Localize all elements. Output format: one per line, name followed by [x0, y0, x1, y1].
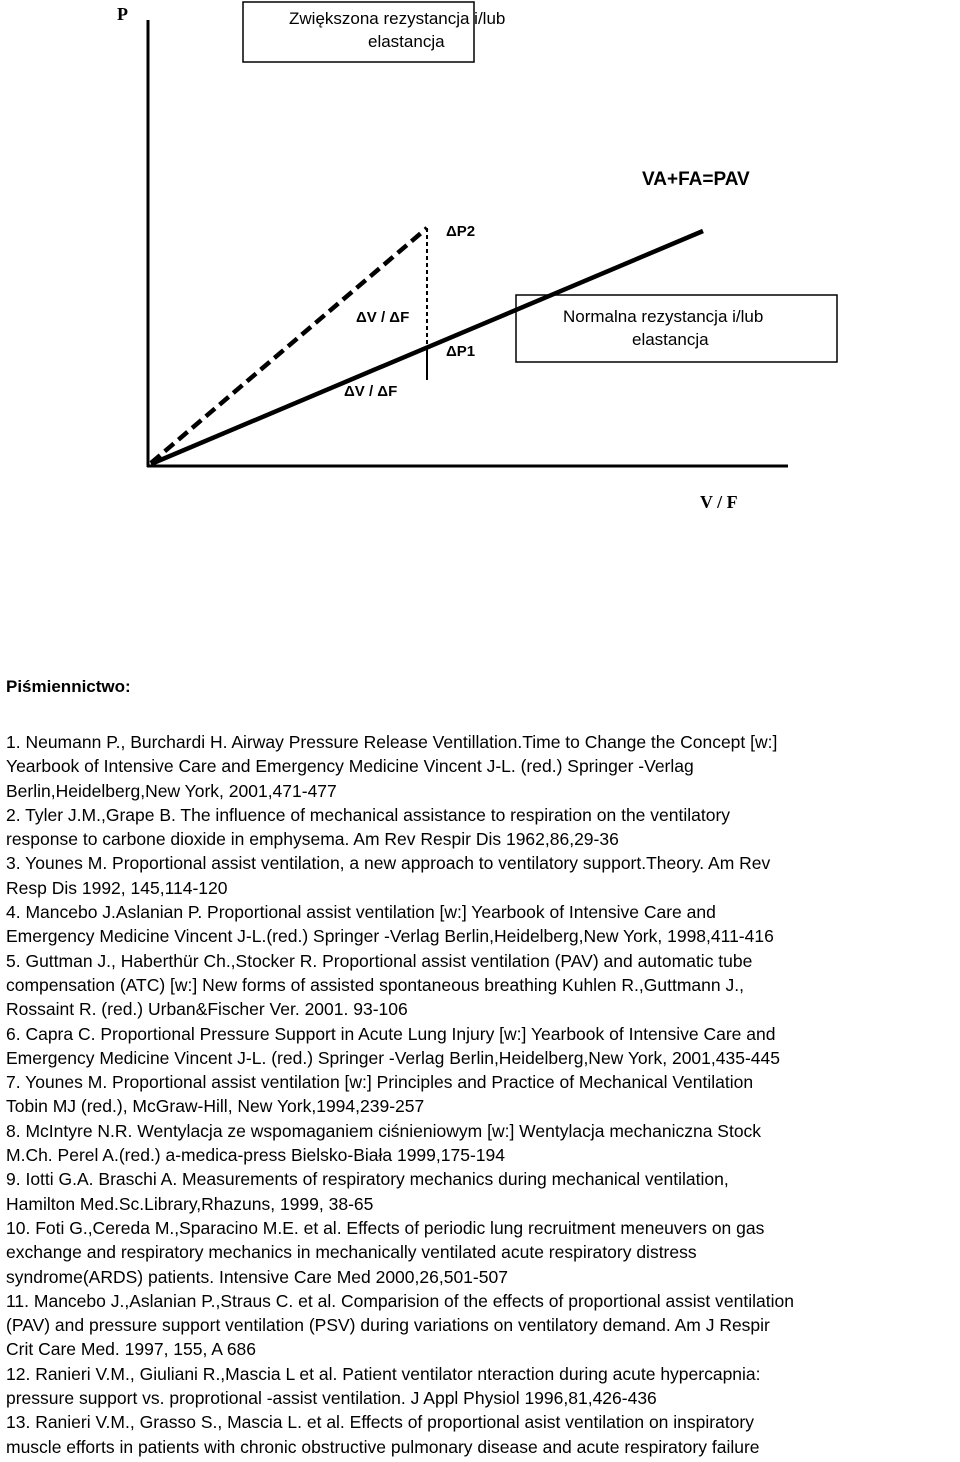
delta-p1-label: ΔP1 [446, 343, 476, 360]
reference-line: pressure support vs. proprotional -assist ventilation. J Appl Physiol 1996,81,426-436 [6, 1388, 657, 1409]
reference-line: compensation (ATC) [w:] New forms of assisted spontaneous breathing Kuhlen R.,Guttmann J., [6, 974, 744, 995]
reference-line: muscle efforts in patients with chronic obstructive pulmonary disease and acute respiratory failure [6, 1436, 760, 1457]
reference-line: Emergency Medicine Vincent J-L. (red.) Springer -Verlag Berlin,Heidelberg,New York, 2001,435-445 [6, 1047, 780, 1068]
reference-line: 7. Younes M. Proportional assist ventilation [w:] Principles and Practice of Mechanical Ventilation [6, 1072, 754, 1093]
pressure-volume-diagram [0, 0, 960, 560]
reference-line: syndrome(ARDS) patients. Intensive Care Med 2000,26,501-507 [6, 1266, 508, 1287]
reference-line: exchange and respiratory mechanics in mechanically ventilated acute respiratory distress [6, 1242, 697, 1263]
equation-label: VA+FA=PAV [642, 169, 750, 190]
reference-item [6, 1362, 958, 1411]
box-normal-resistance-line1: Normalna rezystancja i/lub [563, 307, 764, 326]
references-list [6, 730, 958, 1459]
reference-line: 1. Neumann P., Burchardi H. Airway Pressure Release Ventillation.Time to Change the Concept [w:] [6, 732, 778, 752]
reference-line: Rossaint R. (red.) Urban&Fischer Ver. 2001. 93-106 [6, 999, 408, 1020]
reference-item [6, 1022, 958, 1071]
reference-line: 10. Foti G.,Cereda M.,Sparacino M.E. et al. Effects of periodic lung recruitment meneuvers on gas [6, 1217, 765, 1238]
box-increased-resistance-line2: elastancja [368, 32, 445, 51]
dashed-line-increased [151, 228, 427, 463]
reference-line: 8. McIntyre N.R. Wentylacja ze wspomaganiem ciśnieniowym [w:] Wentylacja mechaniczna Stock [6, 1120, 762, 1141]
reference-item [6, 949, 958, 1022]
reference-item [6, 1167, 958, 1216]
reference-line: Resp Dis 1992, 145,114-120 [6, 877, 228, 898]
reference-item [6, 1410, 958, 1459]
reference-item [6, 851, 958, 900]
reference-line: 5. Guttman J., Haberthür Ch.,Stocker R. Proportional assist ventilation (PAV) and automatic tube [6, 950, 753, 971]
reference-line: Yearbook of Intensive Care and Emergency Medicine Vincent J-L. (red.) Springer -Verlag [6, 756, 694, 777]
reference-item [6, 803, 958, 852]
reference-line: Tobin MJ (red.), McGraw-Hill, New York,1994,239-257 [6, 1096, 425, 1117]
reference-item [6, 1070, 958, 1119]
slope-label-upper: ΔV / ΔF [356, 309, 410, 326]
reference-line: 4. Mancebo J.Aslanian P. Proportional assist ventilation [w:] Yearbook of Intensive Care and [6, 902, 716, 923]
reference-line: Hamilton Med.Sc.Library,Rhazuns, 1999, 38-65 [6, 1193, 374, 1214]
references-heading: Piśmiennictwo: [6, 677, 131, 696]
reference-line: 9. Iotti G.A. Braschi A. Measurements of respiratory mechanics during mechanical ventilation, [6, 1169, 729, 1190]
delta-p2-label: ΔP2 [446, 223, 476, 240]
box-normal-resistance [516, 295, 837, 362]
reference-line: Crit Care Med. 1997, 155, A 686 [6, 1339, 257, 1360]
reference-line: 2. Tyler J.M.,Grape B. The influence of mechanical assistance to respiration on the ventilatory [6, 804, 731, 825]
reference-line: (PAV) and pressure support ventilation (PSV) during variations on ventilatory demand. Am J Respir [6, 1315, 770, 1336]
slope-label-lower: ΔV / ΔF [344, 383, 398, 400]
reference-line: 6. Capra C. Proportional Pressure Support in Acute Lung Injury [w:] Yearbook of Intensive Care and [6, 1023, 776, 1044]
box-normal-resistance-line2: elastancja [632, 330, 709, 349]
box-increased-resistance-line1: Zwiększona rezystancja i/lub [289, 9, 506, 28]
y-axis-label: P [117, 4, 128, 24]
reference-item [6, 730, 958, 803]
reference-item [6, 1119, 958, 1168]
reference-line: M.Ch. Perel A.(red.) a-medica-press Bielsko-Biała 1999,175-194 [6, 1145, 505, 1166]
reference-line: 12. Ranieri V.M., Giuliani R.,Mascia L et al. Patient ventilator nteraction during acute hypercapnia: [6, 1363, 761, 1384]
reference-item [6, 1216, 958, 1289]
reference-item [6, 1289, 958, 1362]
reference-line: 13. Ranieri V.M., Grasso S., Mascia L. et al. Effects of proportional asist ventilation on inspiratory [6, 1412, 754, 1433]
reference-line: Emergency Medicine Vincent J-L.(red.) Springer -Verlag Berlin,Heidelberg,New York, 1998,411-416 [6, 926, 774, 947]
reference-line: response to carbone dioxide in emphysema. Am Rev Respir Dis 1962,86,29-36 [6, 829, 619, 850]
reference-line: 3. Younes M. Proportional assist ventilation, a new approach to ventilatory support.Theory. Am Rev [6, 853, 771, 874]
reference-item [6, 900, 958, 949]
x-axis-label: V / F [700, 492, 738, 512]
reference-line: 11. Mancebo J.,Aslanian P.,Straus C. et al. Comparision of the effects of proportional assist ventilation [6, 1290, 794, 1311]
reference-line: Berlin,Heidelberg,New York, 2001,471-477 [6, 780, 337, 801]
